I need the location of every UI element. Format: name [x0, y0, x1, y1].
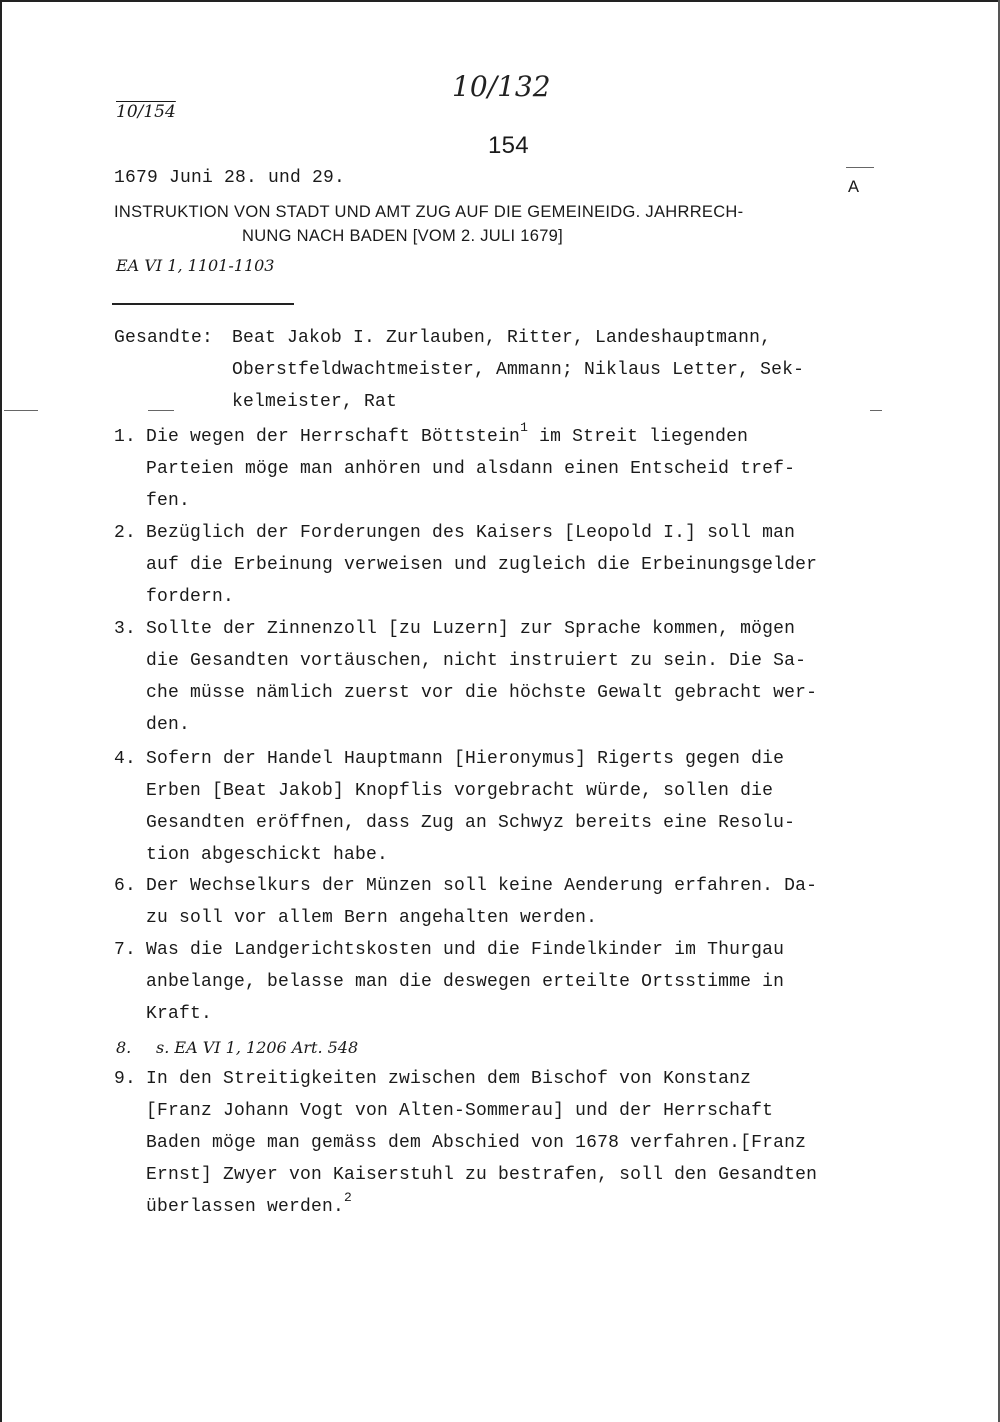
- item-line: den.: [146, 715, 191, 735]
- item-number: 2.: [114, 523, 137, 543]
- document-title-line-1: INSTRUKTION VON STADT UND AMT ZUG AUF DIE GEMEINEIDG. JAHRRECH-: [114, 203, 744, 221]
- item-line: Ernst] Zwyer von Kaiserstuhl zu bestrafen, soll den Gesandten: [146, 1165, 818, 1185]
- item-line: Was die Landgerichtskosten und die Findelkinder im Thurgau: [146, 940, 785, 960]
- item-line: fen.: [146, 491, 191, 511]
- item-line: Gesandten eröffnen, dass Zug an Schwyz bereits eine Resolu-: [146, 813, 796, 833]
- scan-mark-center: [148, 410, 174, 411]
- handwritten-archive-number: 10/132: [452, 70, 551, 103]
- item-line: die Gesandten vortäuschen, nicht instruiert zu sein. Die Sa-: [146, 651, 807, 671]
- reference-number: 10/154: [116, 102, 176, 122]
- item-number: 8.: [116, 1038, 132, 1057]
- item-line: tion abgeschickt habe.: [146, 845, 389, 865]
- item-text: Die wegen der Herrschaft Böttstein: [146, 427, 521, 447]
- item-number: 7.: [114, 940, 137, 960]
- item-text: im Streit liegenden: [528, 427, 749, 447]
- item-number: 9.: [114, 1069, 137, 1089]
- item-line: Sofern der Handel Hauptmann [Hieronymus] Rigerts gegen die: [146, 749, 785, 769]
- item-number: 4.: [114, 749, 137, 769]
- item-number: 3.: [114, 619, 137, 639]
- item-line: Kraft.: [146, 1004, 213, 1024]
- date-line: 1679 Juni 28. und 29.: [114, 168, 346, 188]
- scan-mark-right: [870, 410, 882, 411]
- page-number: 154: [488, 132, 529, 159]
- item-number: 6.: [114, 876, 137, 896]
- item-line: anbelange, belasse man die deswegen erteilte Ortsstimme in: [146, 972, 785, 992]
- item-line: fordern.: [146, 587, 235, 607]
- envoys-label: Gesandte:: [114, 328, 214, 348]
- envoys-line-1: Beat Jakob I. Zurlauben, Ritter, Landeshauptmann,: [232, 328, 772, 348]
- item-text: überlassen werden.: [146, 1197, 345, 1217]
- source-reference: EA VI 1, 1101-1103: [116, 256, 275, 275]
- envoys-line-3: kelmeister, Rat: [232, 392, 398, 412]
- item-line: auf die Erbeinung verweisen und zugleich die Erbeinungsgelder: [146, 555, 818, 575]
- item-line: Baden möge man gemäss dem Abschied von 1678 verfahren.[Franz: [146, 1133, 807, 1153]
- scan-edge-left: [0, 0, 2, 1422]
- item-cross-reference: s. EA VI 1, 1206 Art. 548: [156, 1038, 359, 1057]
- scan-mark-left: [4, 410, 38, 411]
- item-line: [146, 1190, 353, 1217]
- item-line: Sollte der Zinnenzoll [zu Luzern] zur Sprache kommen, mögen: [146, 619, 796, 639]
- document-title-line-2: NUNG NACH BADEN [VOM 2. JULI 1679]: [242, 227, 564, 245]
- item-line: In den Streitigkeiten zwischen dem Bischof von Konstanz: [146, 1069, 752, 1089]
- letter-marker: A: [848, 178, 860, 196]
- footnote-marker: 2: [344, 1190, 353, 1205]
- envoys-line-2: Oberstfeldwachtmeister, Ammann; Niklaus Letter, Sek-: [232, 360, 805, 380]
- item-line: Parteien möge man anhören und alsdann einen Entscheid tref-: [146, 459, 796, 479]
- item-line: [Franz Johann Vogt von Alten-Sommerau] und der Herrschaft: [146, 1101, 774, 1121]
- header-rule: [112, 303, 294, 305]
- scan-edge-top: [0, 0, 1000, 2]
- item-line: Erben [Beat Jakob] Knopflis vorgebracht würde, sollen die: [146, 781, 774, 801]
- item-line: Bezüglich der Forderungen des Kaisers [Leopold I.] soll man: [146, 523, 796, 543]
- marker-dash: [846, 167, 874, 168]
- item-line: che müsse nämlich zuerst vor die höchste Gewalt gebracht wer-: [146, 683, 818, 703]
- footnote-marker: 1: [520, 420, 529, 435]
- item-number: 1.: [114, 427, 137, 447]
- item-line: [146, 420, 749, 447]
- item-line: Der Wechselkurs der Münzen soll keine Aenderung erfahren. Da-: [146, 876, 818, 896]
- item-line: zu soll vor allem Bern angehalten werden.: [146, 908, 598, 928]
